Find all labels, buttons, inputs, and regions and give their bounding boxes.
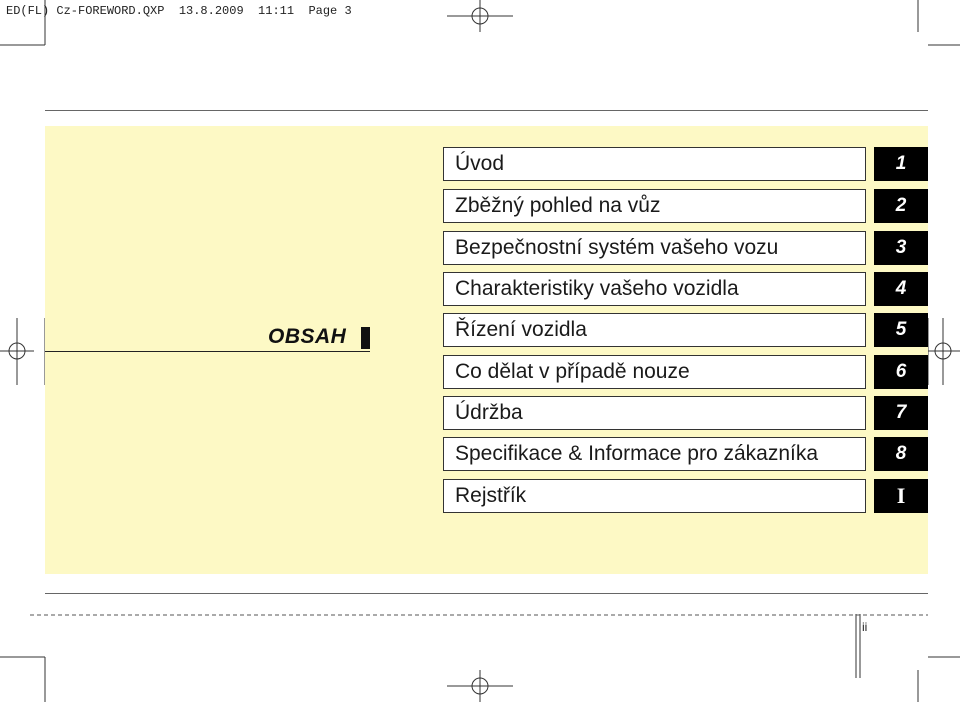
bottom-rule — [45, 593, 928, 594]
toc-item[interactable] — [443, 189, 928, 223]
top-rule — [45, 110, 928, 111]
chapter-tab[interactable]: 8 — [874, 437, 928, 471]
toc-item-label[interactable]: Bezpečnostní systém vašeho vozu — [443, 231, 866, 265]
toc-item[interactable] — [443, 437, 928, 471]
title-bar — [361, 327, 370, 349]
toc-item[interactable] — [443, 355, 928, 389]
chapter-tab[interactable]: 6 — [874, 355, 928, 389]
toc-item[interactable] — [443, 147, 928, 181]
toc-item[interactable] — [443, 231, 928, 265]
toc-item-label[interactable]: Úvod — [443, 147, 866, 181]
toc-item[interactable] — [443, 313, 928, 347]
chapter-tab[interactable]: 1 — [874, 147, 928, 181]
toc-item-label[interactable]: Údržba — [443, 396, 866, 430]
toc-item[interactable] — [443, 396, 928, 430]
toc-item[interactable] — [443, 479, 928, 513]
page-number: ii — [862, 620, 868, 634]
section-title: OBSAH — [268, 325, 347, 348]
chapter-tab[interactable]: I — [874, 479, 928, 513]
chapter-tab[interactable]: 3 — [874, 231, 928, 265]
chapter-tab[interactable]: 5 — [874, 313, 928, 347]
toc-item-label[interactable]: Řízení vozidla — [443, 313, 866, 347]
toc-item-label[interactable]: Charakteristiky vašeho vozidla — [443, 272, 866, 306]
print-header: ED(FL) Cz-FOREWORD.QXP 13.8.2009 11:11 Page 3 — [6, 4, 352, 18]
chapter-tab[interactable]: 2 — [874, 189, 928, 223]
toc-item[interactable] — [443, 272, 928, 306]
title-rule — [45, 351, 370, 352]
toc-item-label[interactable]: Zběžný pohled na vůz — [443, 189, 866, 223]
toc-item-label[interactable]: Rejstřík — [443, 479, 866, 513]
chapter-tab[interactable]: 7 — [874, 396, 928, 430]
toc-item-label[interactable]: Co dělat v případě nouze — [443, 355, 866, 389]
chapter-tab[interactable]: 4 — [874, 272, 928, 306]
toc-item-label[interactable]: Specifikace & Informace pro zákazníka — [443, 437, 866, 471]
